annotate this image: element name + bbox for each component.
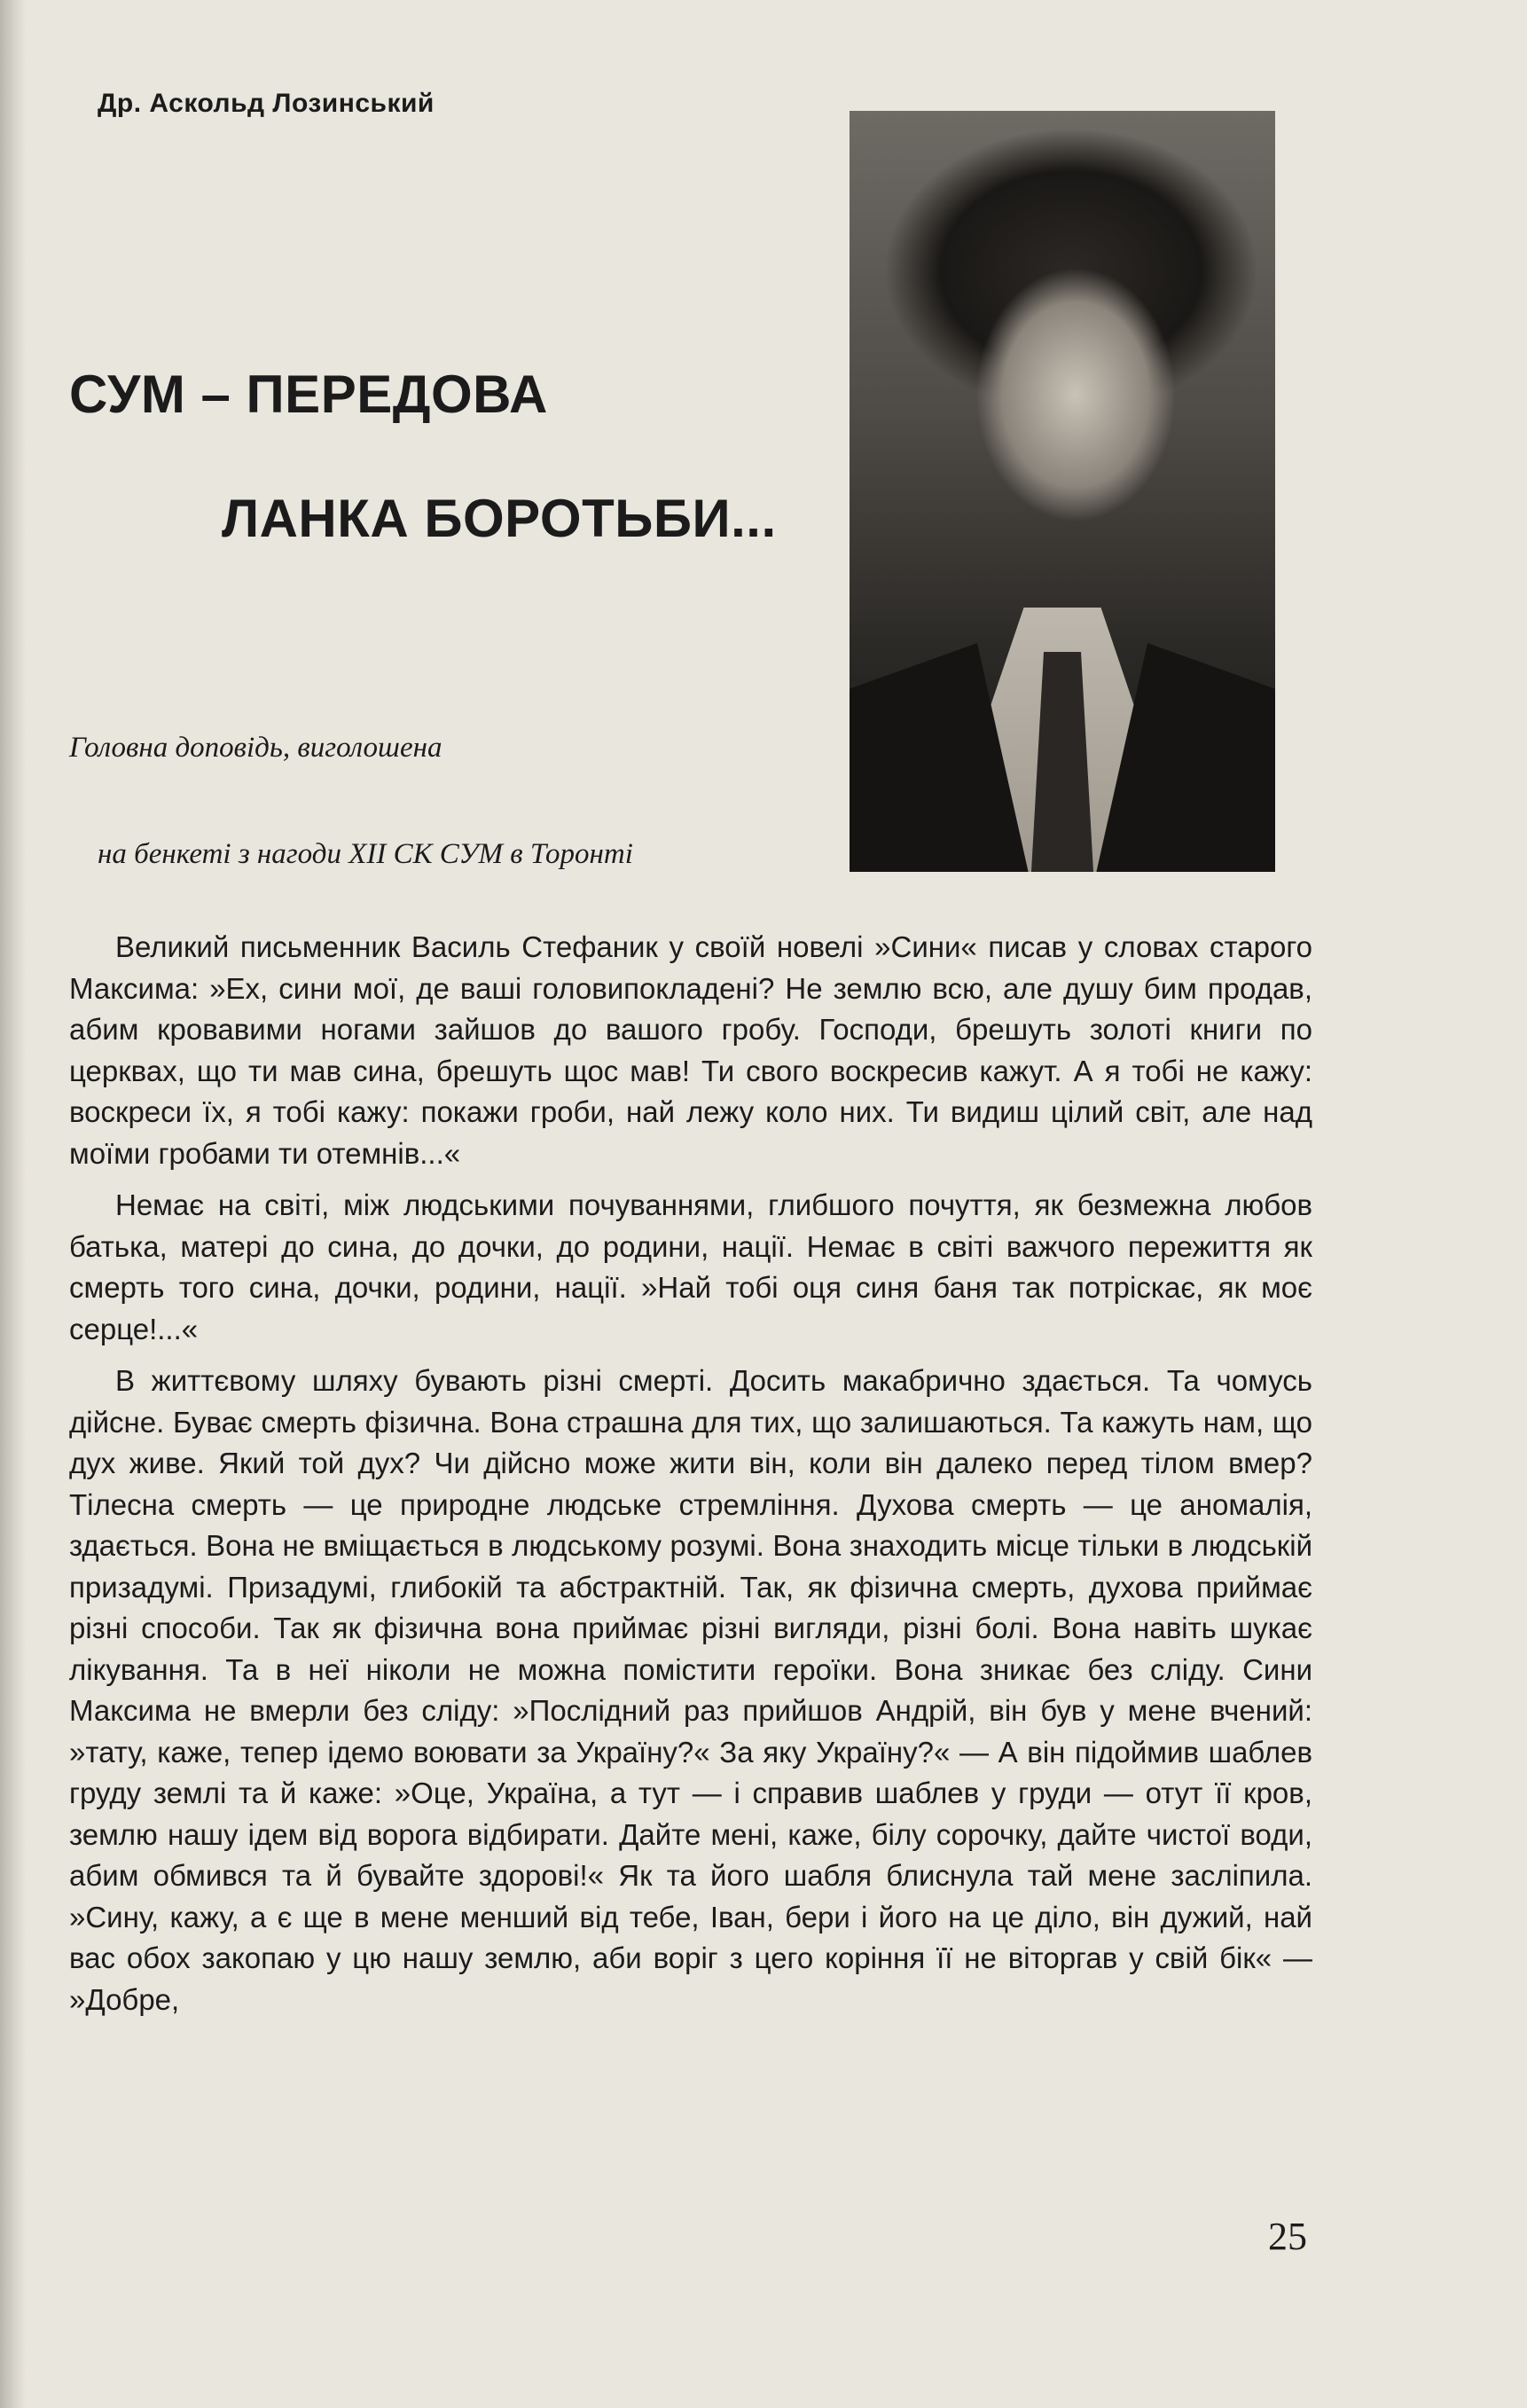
body-paragraph-1: Великий письменник Василь Стефаник у своїй новелі »Сини« писав у словах старого Максима: »Ех, сини мої, де ваші головипокладені? Не землю всю, але душу бим продав, абим кровавими ногами зайшов до вашого гробу. Господи, брешуть золоті книги по церквах, що ти мав сина, брешуть щос мав! Ти свого воскресив кажут. А я тобі не кажу: воскреси їх, я тобі кажу: покажи гроби, най лежу коло них. Ти видиш цілий світ, але над моїми гробами ти отемнів...« bbox=[69, 930, 1312, 1170]
article-title-line-2: ЛАНКА БОРОТЬБИ... bbox=[222, 489, 777, 548]
page-number: 25 bbox=[1268, 2215, 1307, 2258]
subtitle-line-2: на бенкеті з нагоди XII СК СУМ в Торонті bbox=[98, 838, 633, 870]
author-name: Др. Аскольд Лозинський bbox=[98, 89, 435, 118]
subtitle-line-1: Головна доповідь, виголошена bbox=[69, 732, 442, 764]
author-portrait-photo bbox=[850, 111, 1275, 872]
article-body bbox=[69, 927, 1312, 2020]
body-paragraph-2: Немає на світі, між людськими почуваннями, глибшого почуття, як безмежна любов батька, матері до сина, до дочки, до родини, нації. Немає в світі важчого пережиття як смерть того сина, дочки, родини, нації. »Най тобі оця синя баня так потріскає, як моє серце!...« bbox=[69, 1188, 1312, 1345]
body-paragraph-3: В життєвому шляху бувають різні смерті. Досить макабрично здається. Та чомусь дійсне. Буває смерть фізична. Вона страшна для тих, що залишаються. Та кажуть нам, що дух живе. Який той дух? Чи дійсно може жити він, коли він далеко перед тілом вмер? Тілесна смерть — це природне людське стремління. Духова смерть — це аномалія, здається. Вона не вміщається в людському розумі. Вона знаходить місце тільки в людській призадумі. Призадумі, глибокій та абстрактній. Так, як фізична смерть, духова приймає різні способи. Так як фізична вона приймає різні вигляди, різні болі. Вона навіть шукає лікування. Та в неї ніколи не можна помістити героїки. Вона зникає без сліду. Сини Максима не вмерли без сліду: »Послідний раз прийшов Андрій, він був у мене вчений: »тату, каже, тепер ідемо воювати за Україну?« За яку Україну?« — А він підоймив шаблев груду землі та й каже: »Оце, Україна, а тут — і справив шаблев у груди — отут її кров, землю нашу ідем від ворога відбирати. Дайте мені, каже, білу сорочку, дайте чистої води, абим обмився та й бувайте здорові!« Як та його шабля блиснула тай мене засліпила. »Сину, кажу, а є ще в мене менший від тебе, Іван, бери і його на це діло, він дужий, най вас обох закопаю у цю нашу землю, аби воріг з цего коріння її не віторгав у свій бік« — »Добре, bbox=[69, 1364, 1312, 2016]
article-title-line-1: СУМ – ПЕРЕДОВА bbox=[69, 365, 548, 424]
page-edge-shadow bbox=[0, 0, 27, 2408]
